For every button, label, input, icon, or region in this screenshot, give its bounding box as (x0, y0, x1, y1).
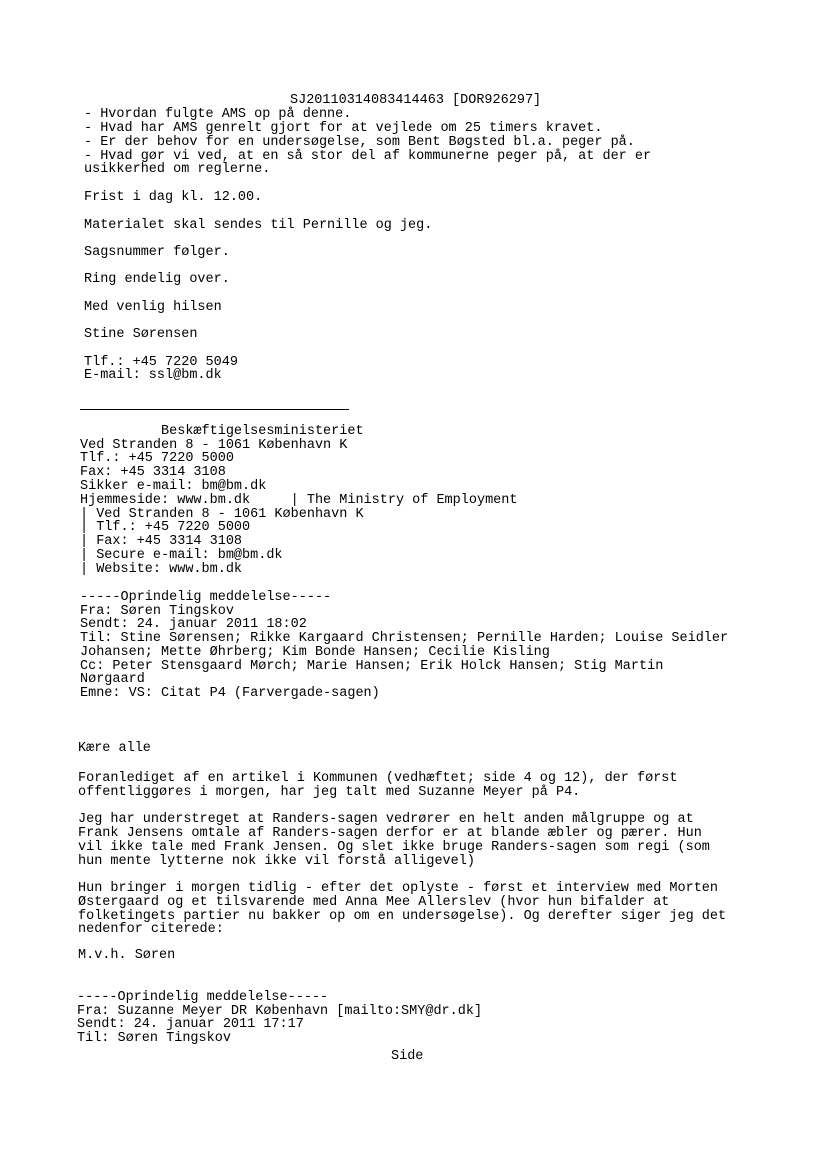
signature-line: | Secure e-mail: bm@bm.dk (80, 548, 283, 563)
forward-header-line: Sendt: 24. januar 2011 17:17 (77, 1017, 304, 1032)
signature-line: Ved Stranden 8 - 1061 København K (80, 438, 348, 453)
signature-line: Sikker e-mail: bm@bm.dk (80, 479, 267, 494)
signature-line: | Tlf.: +45 7220 5000 (80, 520, 251, 535)
sender-name: Stine Sørensen (84, 327, 198, 342)
case-number-text: Sagsnummer følger. (84, 245, 230, 260)
forward-header-line: Nørgaard (80, 672, 145, 687)
signature-line: | Ved Stranden 8 - 1061 København K (80, 507, 364, 522)
signature-divider (80, 409, 349, 410)
sender-email: E-mail: ssl@bm.dk (84, 368, 222, 383)
forward-header-line: Cc: Peter Stensgaard Mørch; Marie Hansen; Erik Holck Hansen; Stig Martin (80, 659, 664, 674)
signature-line: Fax: +45 3314 3108 (80, 465, 226, 480)
body-line: nedenfor citerede: (78, 922, 224, 937)
deadline-text: Frist i dag kl. 12.00. (84, 190, 263, 205)
document-id-header: SJ20110314083414463 [DOR926297] (290, 93, 542, 108)
greeting-text: Med venlig hilsen (84, 300, 222, 315)
closing-text: M.v.h. Søren (78, 948, 176, 963)
body-line: offentliggøres i morgen, har jeg talt med Suzanne Meyer på P4. (78, 785, 581, 800)
body-line: vil ikke tale med Frank Jensen. Og slet ikke bruge Randers-sagen som regi (som (78, 840, 710, 855)
body-line: Østergaard og et tilsvarende med Anna Mee Allerslev (hvor hun bifalder at (78, 895, 670, 910)
forward-header-line: Til: Søren Tingskov (77, 1031, 231, 1046)
forward-header-line: -----Oprindelig meddelelse----- (80, 590, 332, 605)
forward-header-line: -----Oprindelig meddelelse----- (77, 990, 329, 1005)
forward-header-line: Fra: Søren Tingskov (80, 604, 234, 619)
body-line: folketingets partier nu bakker op om en undersøgelse). Og derefter siger jeg det (78, 909, 727, 924)
body-line: hun mente lytterne nok ikke vil forstå alligevel) (78, 854, 475, 869)
forward-header-line: Johansen; Mette Øhrberg; Kim Bonde Hansen; Cecilie Kisling (80, 645, 550, 660)
forward-header-line: Emne: VS: Citat P4 (Farvergade-sagen) (80, 686, 380, 701)
question-line: - Hvad gør vi ved, at en så stor del af kommunerne peger på, at der er (84, 149, 652, 164)
salutation-text: Kære alle (78, 741, 151, 756)
page-footer: Side (391, 1049, 424, 1064)
signature-line: Beskæftigelsesministeriet (80, 424, 364, 439)
signature-line: | Fax: +45 3314 3108 (80, 534, 243, 549)
forward-header-line: Sendt: 24. januar 2011 18:02 (80, 617, 307, 632)
signature-line: | Website: www.bm.dk (80, 562, 243, 577)
forward-header-line: Fra: Suzanne Meyer DR København [mailto:SMY@dr.dk] (77, 1004, 483, 1019)
call-text: Ring endelig over. (84, 272, 230, 287)
material-text: Materialet skal sendes til Pernille og jeg. (84, 218, 433, 233)
signature-line: Tlf.: +45 7220 5000 (80, 451, 234, 466)
question-line: usikkerhed om reglerne. (84, 162, 271, 177)
body-line: Jeg har understreget at Randers-sagen vedrører en helt anden målgruppe og at (78, 812, 694, 827)
signature-line: Hjemmeside: www.bm.dk | The Ministry of Employment (80, 493, 518, 508)
question-line: - Hvordan fulgte AMS op på denne. (84, 107, 352, 122)
body-line: Foranlediget af en artikel i Kommunen (vedhæftet; side 4 og 12), der først (78, 771, 678, 786)
sender-phone: Tlf.: +45 7220 5049 (84, 355, 238, 370)
question-line: - Hvad har AMS genrelt gjort for at vejlede om 25 timers kravet. (84, 121, 603, 136)
question-line: - Er der behov for en undersøgelse, som Bent Bøgsted bl.a. peger på. (84, 135, 635, 150)
body-line: Hun bringer i morgen tidlig - efter det oplyste - først et interview med Morten (78, 881, 719, 896)
body-line: Frank Jensens omtale af Randers-sagen derfor er at blande æbler og pærer. Hun (78, 826, 702, 841)
forward-header-line: Til: Stine Sørensen; Rikke Kargaard Christensen; Pernille Harden; Louise Seidler (80, 631, 729, 646)
